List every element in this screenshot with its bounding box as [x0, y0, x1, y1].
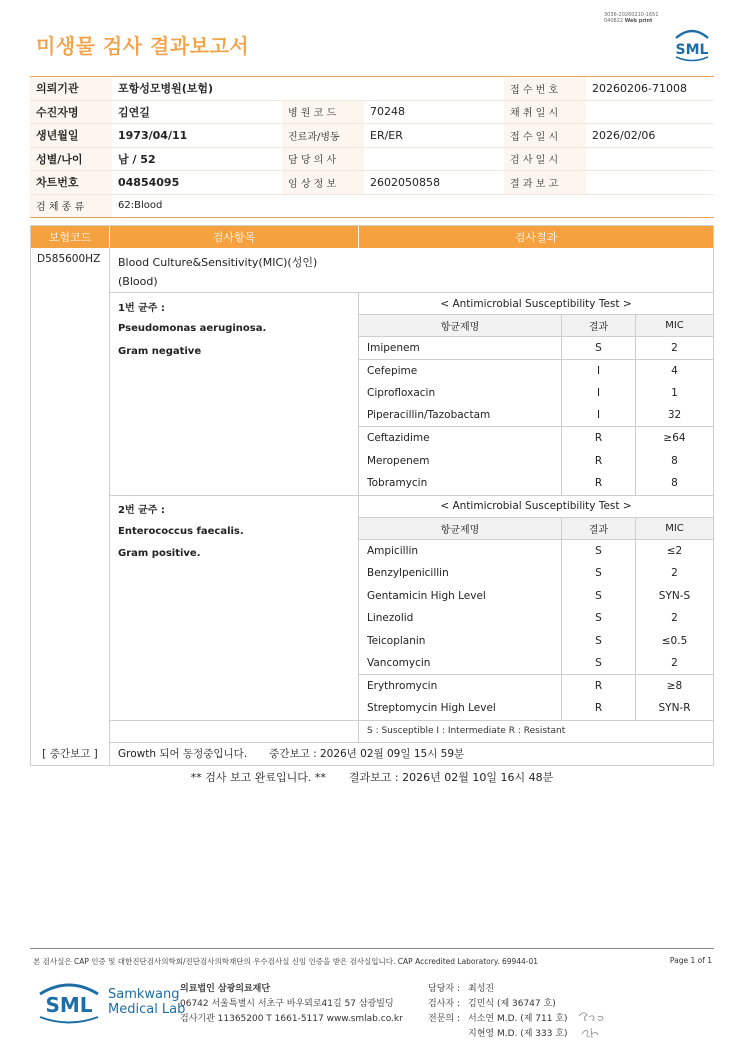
susceptibility-legend: S : Susceptible I : Intermediate R : Resistant: [367, 726, 566, 736]
drug-name: Benzylpenicillin: [359, 562, 562, 585]
organism-label: 1번 균주 :: [118, 302, 165, 314]
interim-report-row: [31, 743, 713, 765]
drug-mic: 2: [671, 567, 678, 580]
drug-result: S: [562, 607, 636, 630]
page-number: Page 1 of 1: [669, 956, 712, 965]
drug-name: Streptomycin High Level: [359, 697, 562, 720]
drug-mic: 2: [671, 656, 678, 669]
final-text: ** 검사 보고 완료입니다. **: [190, 771, 326, 784]
drug-name: Meropenem: [359, 450, 562, 473]
drug-result: S: [562, 585, 636, 608]
table-row: [359, 405, 713, 428]
label-clinical-info: 임 상 정 보: [282, 171, 364, 194]
label-chart-no: 차트번호: [30, 171, 112, 194]
value-received-time: 2026/02/06: [592, 128, 656, 142]
drug-name: Ampicillin: [359, 540, 562, 563]
drug-result: I: [562, 360, 636, 383]
ast-title: < Antimicrobial Susceptibility Test >: [359, 293, 713, 315]
org-address: 06742 서울특별시 서초구 바우뫼로41길 57 삼광빌딩: [180, 999, 394, 1009]
table-row: [359, 562, 713, 585]
value-department: ER/ER: [370, 128, 403, 142]
ast-title: < Antimicrobial Susceptibility Test >: [359, 496, 713, 518]
final-time: 결과보고 : 2026년 02월 10일 16시 48분: [348, 771, 554, 784]
drug-result: I: [562, 405, 636, 427]
legend-row: [110, 721, 713, 743]
label-specimen-type: 검 체 종 류: [30, 195, 112, 218]
logo-text: SML: [675, 42, 709, 58]
value-empty: [364, 77, 504, 100]
label-birth-date: 생년월일: [30, 124, 112, 147]
footer-divider: [30, 948, 714, 949]
label-patient-name: 수진자명: [30, 101, 112, 124]
interim-text: Growth 되어 동정중입니다.: [118, 748, 248, 760]
table-header: [31, 226, 713, 248]
svg-text:SML: SML: [45, 993, 93, 1017]
drug-result: R: [562, 675, 636, 698]
table-row: [359, 652, 713, 675]
value-sex-age: 남 / 52: [118, 152, 156, 166]
print-code: 3036-20260210-1651 040822 Web print: [604, 12, 659, 24]
value-physician: [364, 148, 504, 171]
gram-stain: Gram negative: [118, 345, 202, 357]
value-specimen-type: 62:Blood: [118, 200, 163, 212]
drug-name: Teicoplanin: [359, 630, 562, 653]
drug-mic: 2: [671, 341, 678, 354]
drug-result: R: [562, 697, 636, 720]
ast-col-result: 결과: [562, 315, 636, 336]
label-test-time: 검 사 일 시: [504, 148, 586, 171]
value-clinical-info: 2602050858: [370, 175, 440, 189]
drug-name: Erythromycin: [359, 675, 562, 698]
drug-result: R: [562, 427, 636, 450]
label-hospital-code: 병 원 코 드: [282, 101, 364, 124]
drug-result: S: [562, 337, 636, 359]
drug-name: Linezolid: [359, 607, 562, 630]
table-row: [359, 450, 713, 473]
info-row: [30, 171, 714, 195]
drug-result: R: [562, 472, 636, 495]
drug-name: Ceftazidime: [359, 427, 562, 450]
organism-name: Enterococcus faecalis.: [118, 525, 244, 537]
organism-label: 2번 균주 :: [118, 505, 165, 517]
table-row: [359, 630, 713, 653]
ast-col-mic: MIC: [665, 522, 684, 534]
ast-header: [359, 518, 713, 540]
table-row: [359, 360, 713, 383]
ast-col-drug: 항균제명: [359, 315, 562, 336]
interim-label: [ 중간보고 ]: [31, 743, 110, 765]
value-hospital-code: 70248: [370, 105, 405, 119]
table-row: [359, 427, 713, 450]
certification-note: 본 검사실은 CAP 인증 및 대한진단검사의학회/진단검사의학재단의 우수검사실 신임 인증을 받은 검사실입니다. CAP Accredited Laboratory. 69944-01: [33, 957, 539, 966]
value-collection-time: [586, 101, 714, 124]
label-empty: [282, 77, 364, 100]
final-report-line: [0, 769, 744, 785]
label-collection-time: 채 취 일 시: [504, 101, 586, 124]
gram-stain: Gram positive.: [118, 548, 201, 560]
value-accession-no: 20260206-71008: [592, 81, 687, 95]
table-row: [359, 585, 713, 608]
drug-mic: 4: [671, 364, 678, 377]
value-chart-no: 04854095: [118, 175, 180, 189]
value-requesting-org: 포항성모병원(보험): [118, 82, 214, 96]
table-row: [359, 472, 713, 495]
patient-info-grid: [30, 76, 714, 218]
label-physician: 담 당 의 사: [282, 148, 364, 171]
drug-mic: SYN-S: [658, 589, 691, 602]
label-department: 진료과/병동: [282, 124, 364, 147]
drug-result: R: [562, 450, 636, 473]
label-requesting-org: 의뢰기관: [30, 77, 112, 100]
info-row: [30, 101, 714, 125]
sml-logo-icon: [36, 980, 102, 1024]
drug-result: S: [562, 652, 636, 674]
col-test-item: 검사항목: [110, 226, 359, 248]
value-birth-date: 1973/04/11: [118, 128, 188, 142]
label-received-time: 접 수 일 시: [504, 124, 586, 147]
drug-result: S: [562, 562, 636, 585]
org-contact: 검사기관 11365200 T 1661-5117 www.smlab.co.kr: [180, 1014, 403, 1024]
drug-mic: ≤2: [666, 544, 683, 557]
drug-name: Ciprofloxacin: [359, 382, 562, 405]
col-test-result: 검사결과: [514, 231, 558, 244]
table-row: [359, 337, 713, 360]
drug-mic: ≥64: [663, 432, 686, 445]
label-result-report: 결 과 보 고: [504, 171, 586, 194]
footer-logo: [36, 980, 185, 1024]
table-row: [359, 540, 713, 563]
col-insurance-code: 보험코드: [31, 226, 110, 248]
ast-col-result: 결과: [562, 518, 636, 539]
report-title: 미생물 검사 결과보고서: [36, 34, 250, 58]
interim-time: 중간보고 : 2026년 02월 09일 15시 59분: [269, 748, 465, 760]
info-row: [30, 77, 714, 101]
drug-mic: ≥8: [666, 679, 683, 692]
ast-col-drug: 항균제명: [359, 518, 562, 539]
value-test-time: [586, 148, 714, 171]
staff-list: 담당자 : 최성진 검사자 : 김민식 (제 36747 호) 전문의 : 서소연 M.D. (제 711 호) 지현영 M.D. (제 333 호): [428, 984, 568, 1039]
drug-mic: 2: [671, 612, 678, 625]
result-table: [30, 225, 714, 766]
drug-result: I: [562, 382, 636, 405]
table-row: [359, 607, 713, 630]
info-row: [30, 148, 714, 172]
label-accession-no: 접 수 번 호: [504, 77, 586, 100]
drug-name: Tobramycin: [359, 472, 562, 495]
drug-name: Imipenem: [359, 337, 562, 359]
ast-col-mic: MIC: [665, 320, 684, 331]
brand-name-line1: Samkwang: [108, 987, 180, 1002]
brand-name-line2: Medical Lab: [108, 1002, 186, 1017]
info-row: [30, 195, 714, 219]
organism-block: [110, 496, 713, 721]
drug-name: Piperacillin/Tazobactam: [359, 405, 562, 427]
organism-name: Pseudomonas aeruginosa.: [118, 323, 267, 335]
table-row: [359, 697, 713, 720]
value-result-report: [586, 171, 714, 194]
drug-name: Vancomycin: [359, 652, 562, 674]
drug-mic: SYN-R: [658, 702, 691, 715]
drug-mic: 8: [671, 477, 678, 490]
org-name: 의료법인 삼광의료재단: [180, 984, 271, 994]
label-sex-age: 성별/나이: [30, 148, 112, 171]
drug-name: Gentamicin High Level: [359, 585, 562, 608]
drug-mic: ≤0.5: [661, 634, 688, 647]
table-row: [359, 382, 713, 405]
drug-mic: 32: [667, 409, 682, 422]
signature-icon: [576, 1008, 610, 1042]
drug-mic: 8: [671, 454, 678, 467]
test-name: Blood Culture&Sensitivity(MIC)(성인) (Blood): [110, 248, 713, 293]
organism-block: [110, 293, 713, 496]
ast-header: [359, 315, 713, 337]
insurance-code: D585600HZ: [31, 248, 110, 743]
organization-info: [180, 982, 403, 1027]
drug-name: Cefepime: [359, 360, 562, 383]
drug-mic: 1: [671, 387, 678, 400]
value-patient-name: 김연길: [118, 105, 150, 119]
sml-logo-icon: [672, 26, 712, 66]
table-row: [359, 675, 713, 698]
drug-result: S: [562, 630, 636, 653]
info-row: [30, 124, 714, 148]
drug-result: S: [562, 540, 636, 563]
